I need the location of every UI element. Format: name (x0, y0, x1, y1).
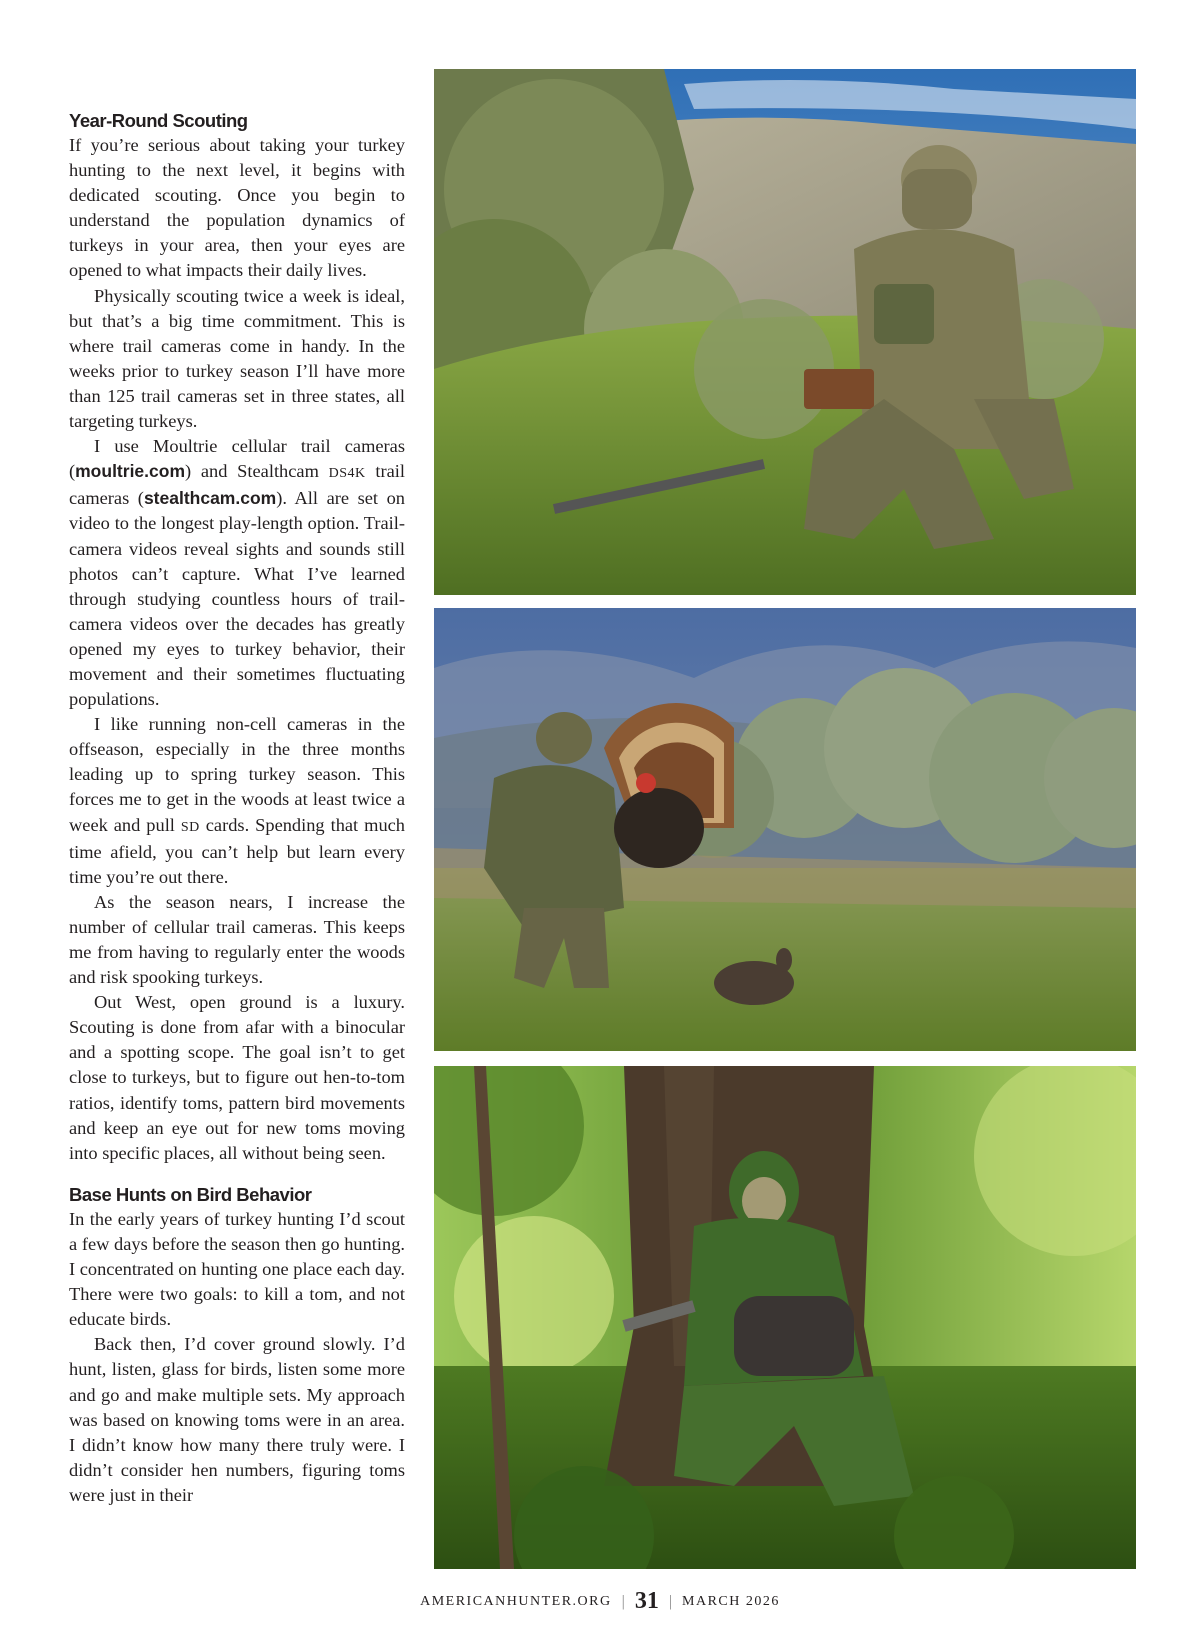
paragraph: I like running non-cell cameras in the offseason, especially in the three months leading up to spring turkey season. This forces me to get in the woods at least twice a week and pull SD cards. Spending that much time afield, you can’t help but learn every time you’re out there. (69, 714, 405, 887)
photo-hunter-with-turkey-decoy (434, 608, 1136, 1051)
page-footer (0, 1588, 1200, 1615)
paragraph: As the season nears, I increase the number of cellular trail cameras. This keeps me from having to regularly enter the woods and risk spooking turkeys. (69, 891, 405, 988)
article-column (69, 108, 405, 1508)
photo-hunter-seated-tree (434, 1066, 1136, 1569)
paragraph: Back then, I’d cover ground slowly. I’d hunt, listen, glass for birds, listen some more and go and make multiple sets. My approach was based on knowing toms were in an area. I didn’t know how many there truly were. I didn’t consider hen numbers, figuring toms were just in their (69, 1334, 405, 1505)
stealthcam-link[interactable]: stealthcam.com (143, 488, 277, 509)
paragraph: Physically scouting twice a week is ideal, but that’s a big time commitment. This is where trail cameras come in handy. In the weeks prior to turkey season I’ll have more than 125 trail cameras set in three states, all targeting turkeys. (69, 285, 405, 432)
footer-separator: | (668, 1592, 673, 1610)
footer-separator: | (621, 1592, 625, 1610)
footer-site[interactable]: AMERICANHUNTER.ORG (420, 1593, 612, 1609)
paragraph: If you’re serious about taking your turkey hunting to the next level, it begins with dedicated scouting. Once you begin to understand the population dynamics of turkeys in your area, then your eyes are opened to what impacts their daily lives. (69, 135, 405, 281)
section-heading-scouting: Year-Round Scouting (69, 110, 248, 131)
photo-hunter-kneeling-hillside (434, 69, 1136, 595)
paragraph: I use Moultrie cellular trail cameras (moultrie.com) and Stealthcam DS4K trail cameras (stealthcam.com). All are set on video to the longest play-length option. Trail-camera videos reveal sights and sounds still photos can’t capture. What I’ve learned through studying countless hours of trail-camera videos over the decades has greatly opened my eyes to turkey behavior, their movement and their sometimes fluctuating populations. (69, 436, 405, 710)
paragraph: Out West, open ground is a luxury. Scouting is done from afar with a binocular and a spotting scope. The goal isn’t to get close to turkeys, but to figure out hen-to-tom ratios, identify toms, pattern bird movements and keep an eye out for new toms moving into specific places, all without being seen. (69, 992, 405, 1163)
paragraph: In the early years of turkey hunting I’d scout a few days before the season then go hunting. I concentrated on hunting one place each day. There were two goals: to kill a tom, and not educate birds. (69, 1208, 405, 1330)
moultrie-link[interactable]: moultrie.com (75, 461, 186, 482)
footer-issue-date: MARCH 2026 (682, 1593, 780, 1609)
page-number: 31 (634, 1588, 659, 1614)
section-heading-bird-behavior: Base Hunts on Bird Behavior (69, 1183, 312, 1205)
